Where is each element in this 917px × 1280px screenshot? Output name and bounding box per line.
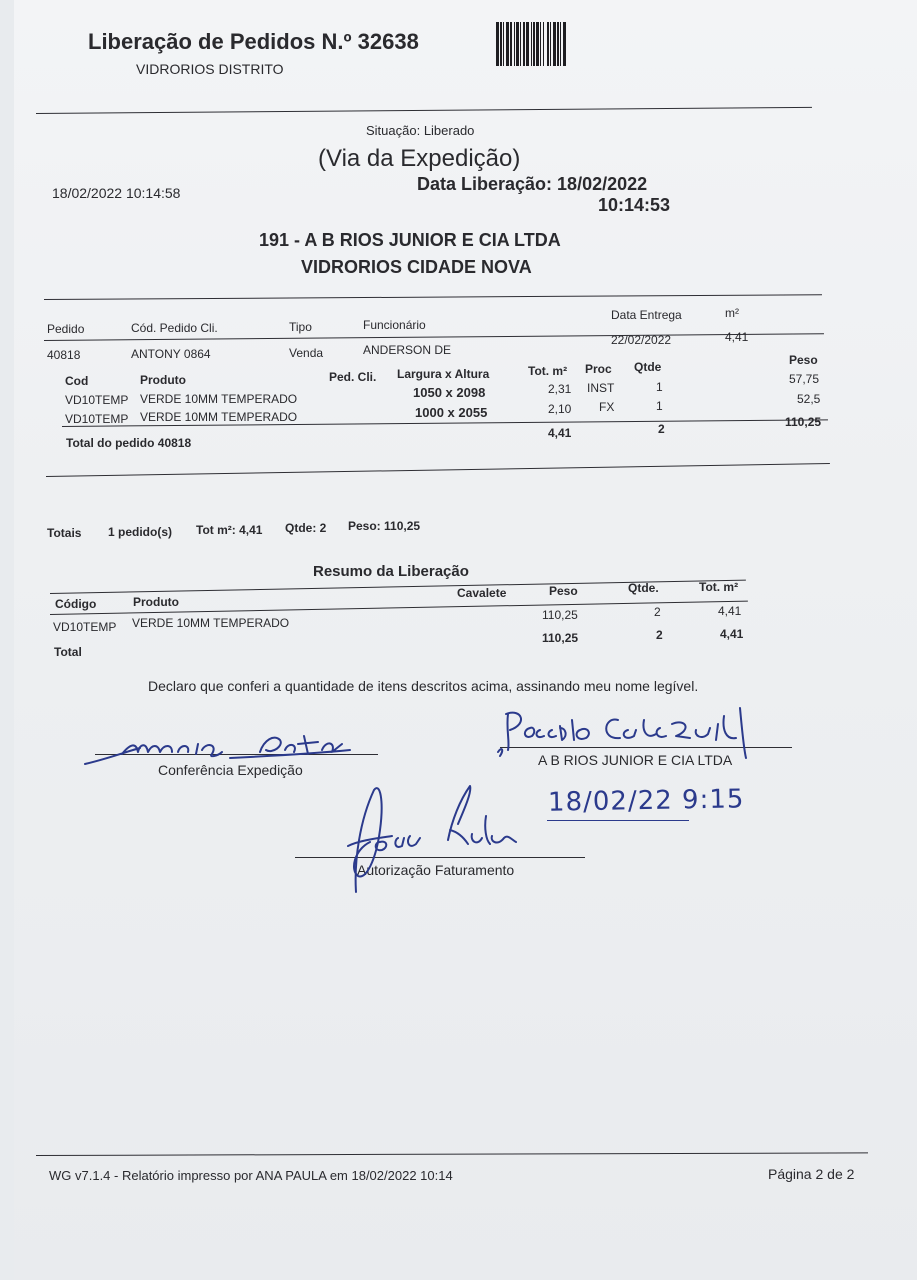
- cliente-signature: [496, 700, 776, 760]
- order-m2: 4,41: [725, 330, 749, 344]
- item-col-produto: Produto: [140, 373, 186, 387]
- autorizacao-label: Autorização Faturamento: [357, 862, 515, 878]
- item-col-dims: Largura x Altura: [397, 367, 490, 381]
- summary-title: Resumo da Liberação: [313, 563, 469, 580]
- handwritten-date: 18/02/22 9:15: [547, 784, 745, 818]
- summary-total-label: Total: [54, 645, 82, 659]
- order-cod-cli: ANTONY 0864: [131, 347, 211, 361]
- totals-qtde: Qtde: 2: [285, 521, 327, 535]
- item-col-proc: Proc: [585, 362, 612, 376]
- order-data-entrega: 22/02/2022: [611, 333, 672, 347]
- company-name: VIDRORIOS DISTRITO: [136, 61, 284, 77]
- autorizacao-signature: [340, 780, 540, 900]
- summary-total-peso: 110,25: [542, 631, 579, 645]
- summary-row-qtde: 2: [654, 605, 661, 619]
- item-col-cod: Cod: [65, 374, 89, 388]
- barcode: [496, 22, 632, 66]
- col-cod-pedido-cli: Cód. Pedido Cli.: [131, 321, 218, 335]
- summary-col-peso: Peso: [549, 584, 578, 598]
- conferencia-signature: [80, 722, 360, 772]
- totals-pedidos: 1 pedido(s): [108, 525, 173, 539]
- order-total-peso: 110,25: [785, 415, 822, 429]
- item-1-cod: VD10TEMP: [65, 393, 129, 407]
- summary-col-tot-m2: Tot. m²: [699, 580, 739, 594]
- client-branch: VIDRORIOS CIDADE NOVA: [301, 257, 532, 277]
- summary-col-cavalete: Cavalete: [457, 586, 507, 600]
- item-1-dims: 1050 x 2098: [413, 385, 486, 400]
- conferencia-label: Conferência Expedição: [158, 762, 303, 778]
- situation-text: Situação: Liberado: [366, 123, 475, 138]
- order-total-m2: 4,41: [548, 426, 572, 440]
- item-col-ped-cli: Ped. Cli.: [329, 370, 377, 384]
- item-col-peso: Peso: [789, 353, 818, 367]
- release-time: 10:14:53: [598, 195, 671, 215]
- summary-row-tot-m2: 4,41: [718, 604, 742, 618]
- order-funcionario: ANDERSON DE: [363, 343, 452, 357]
- summary-total-qtde: 2: [656, 628, 663, 642]
- totals-peso: Peso: 110,25: [348, 519, 421, 533]
- document-title: Liberação de Pedidos N.º 32638: [88, 29, 419, 54]
- cliente-label: A B RIOS JUNIOR E CIA LTDA: [538, 752, 733, 768]
- totals-m2: Tot m²: 4,41: [196, 523, 263, 537]
- footer-page: Página 2 de 2: [768, 1166, 855, 1182]
- item-2-cod: VD10TEMP: [65, 412, 129, 426]
- summary-total-tot-m2: 4,41: [720, 627, 744, 641]
- summary-row-produto: VERDE 10MM TEMPERADO: [132, 616, 290, 630]
- declaration-text: Declaro que conferi a quantidade de itens descritos acima, assinando meu nome legível.: [148, 678, 699, 694]
- order-tipo: Venda: [289, 346, 324, 360]
- summary-row-codigo: VD10TEMP: [53, 620, 117, 634]
- printed-timestamp: 18/02/2022 10:14:58: [52, 185, 181, 201]
- footer-printed-by: WG v7.1.4 - Relatório impresso por ANA PAULA em 18/02/2022 10:14: [49, 1168, 453, 1183]
- item-2-tot-m2: 2,10: [548, 402, 572, 416]
- item-1-produto: VERDE 10MM TEMPERADO: [140, 392, 298, 406]
- totals-label: Totais: [47, 526, 82, 540]
- item-1-tot-m2: 2,31: [548, 382, 572, 396]
- item-col-tot-m2: Tot. m²: [528, 364, 568, 378]
- order-pedido: 40818: [47, 348, 81, 362]
- item-1-peso: 57,75: [789, 372, 820, 386]
- via-label: (Via da Expedição): [318, 145, 521, 172]
- col-data-entrega: Data Entrega: [611, 308, 682, 322]
- release-date: Data Liberação: 18/02/2022: [417, 174, 648, 194]
- item-col-qtde: Qtde: [634, 360, 662, 374]
- col-tipo: Tipo: [289, 320, 312, 334]
- order-total-qtde: 2: [658, 422, 665, 436]
- summary-row-peso: 110,25: [542, 608, 578, 622]
- col-pedido: Pedido: [47, 322, 85, 336]
- handwritten-date-underline: [547, 820, 689, 821]
- item-1-proc: INST: [587, 381, 615, 395]
- order-total-label: Total do pedido 40818: [66, 436, 192, 450]
- summary-col-codigo: Código: [55, 597, 97, 611]
- summary-col-qtde: Qtde.: [628, 581, 659, 595]
- item-2-qtde: 1: [656, 399, 663, 413]
- col-funcionario: Funcionário: [363, 318, 426, 332]
- col-m2: m²: [725, 306, 739, 320]
- item-2-dims: 1000 x 2055: [415, 405, 488, 420]
- item-2-peso: 52,5: [797, 392, 821, 406]
- item-2-produto: VERDE 10MM TEMPERADO: [140, 410, 298, 424]
- client-name: 191 - A B RIOS JUNIOR E CIA LTDA: [259, 230, 561, 250]
- summary-col-produto: Produto: [133, 595, 179, 609]
- item-2-proc: FX: [599, 400, 615, 414]
- item-1-qtde: 1: [656, 380, 663, 394]
